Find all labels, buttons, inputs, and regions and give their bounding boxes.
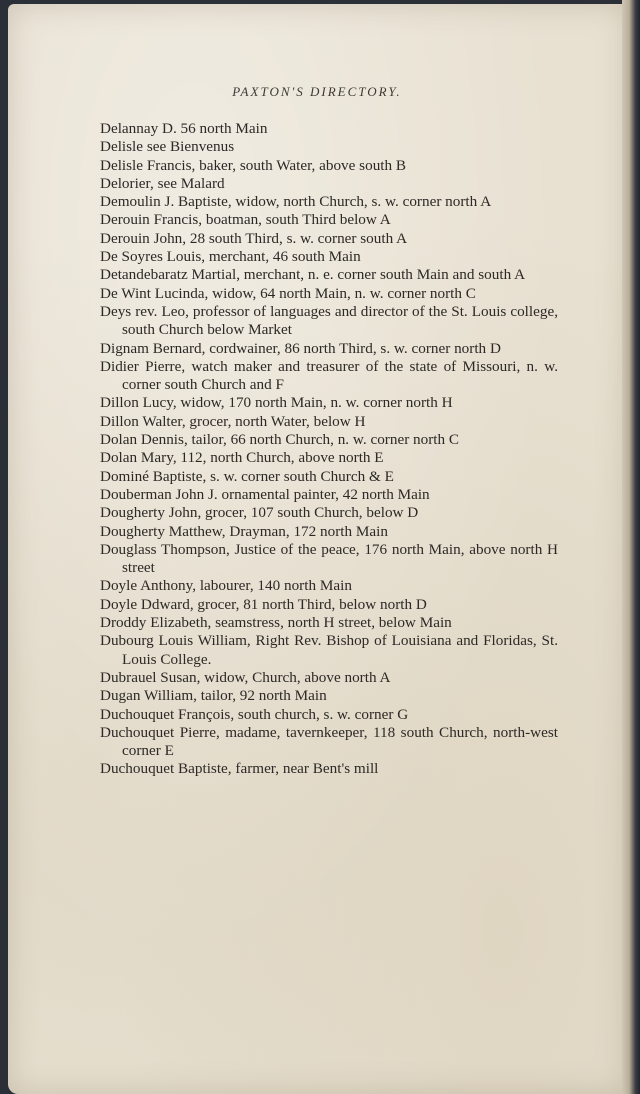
directory-entry: Delisle see Bienvenus xyxy=(100,138,235,156)
directory-entry: Derouin Francis, boatman, south Third below A xyxy=(100,211,391,229)
directory-entry: Doyle Ddward, grocer, 81 north Third, below north D xyxy=(100,595,427,613)
directory-entry: Didier Pierre, watch maker and treasurer of the state of Missouri, n. w. corner south Church and F xyxy=(100,357,558,394)
directory-entry: Duchouquet Baptiste, farmer, near Bent's mill xyxy=(100,760,379,778)
book-binding-edge xyxy=(622,0,640,1094)
directory-entry: Duchouquet François, south church, s. w. corner G xyxy=(100,705,409,723)
directory-entry: Dignam Bernard, cordwainer, 86 north Third, s. w. corner north D xyxy=(100,339,501,357)
directory-entry: Douglass Thompson, Justice of the peace, 176 north Main, above north H street xyxy=(100,540,558,577)
directory-entry: Dougherty John, grocer, 107 south Church, below D xyxy=(100,504,419,522)
directory-entry: Delannay D. 56 north Main xyxy=(100,120,268,137)
directory-entry: Dugan William, tailor, 92 north Main xyxy=(100,687,327,705)
directory-entry: Duchouquet Pierre, madame, tavernkeeper, 118 south Church, north-west corner E xyxy=(100,723,558,760)
directory-entry: Dolan Dennis, tailor, 66 north Church, n. w. corner north C xyxy=(100,431,460,449)
directory-entry: Dillon Lucy, widow, 170 north Main, n. w. corner north H xyxy=(100,394,453,412)
directory-entries xyxy=(100,120,558,779)
directory-entry: Demoulin J. Baptiste, widow, north Church, s. w. corner north A xyxy=(100,193,492,211)
directory-entry: Dubrauel Susan, widow, Church, above north A xyxy=(100,668,391,686)
directory-entry: Droddy Elizabeth, seamstress, north H street, below Main xyxy=(100,614,452,632)
directory-entry: Dillon Walter, grocer, north Water, below H xyxy=(100,412,366,430)
directory-page xyxy=(8,4,626,1094)
running-header: PAXTON'S DIRECTORY. xyxy=(232,84,402,99)
directory-entry: Douberman John J. ornamental painter, 42 north Main xyxy=(100,485,430,503)
directory-entry: Detandebaratz Martial, merchant, n. e. corner south Main and south A xyxy=(100,266,526,284)
directory-entry: De Soyres Louis, merchant, 46 south Main xyxy=(100,248,361,266)
directory-entry: Dougherty Matthew, Drayman, 172 north Main xyxy=(100,522,388,540)
directory-entry: Derouin John, 28 south Third, s. w. corner south A xyxy=(100,229,408,247)
directory-entry: Dolan Mary, 112, north Church, above north E xyxy=(100,449,384,467)
directory-entry: Delisle Francis, baker, south Water, above south B xyxy=(100,156,407,174)
directory-entry: Dominé Baptiste, s. w. corner south Church & E xyxy=(100,467,394,485)
directory-entry: Doyle Anthony, labourer, 140 north Main xyxy=(100,577,352,595)
directory-entry: De Wint Lucinda, widow, 64 north Main, n. w. corner north C xyxy=(100,284,476,302)
directory-entry: Dubourg Louis William, Right Rev. Bishop of Louisiana and Floridas, St. Louis College. xyxy=(100,632,558,668)
directory-entry: Delorier, see Malard xyxy=(100,174,225,192)
directory-entry: Deys rev. Leo, professor of languages and director of the St. Louis college, south Church below Market xyxy=(100,302,558,339)
